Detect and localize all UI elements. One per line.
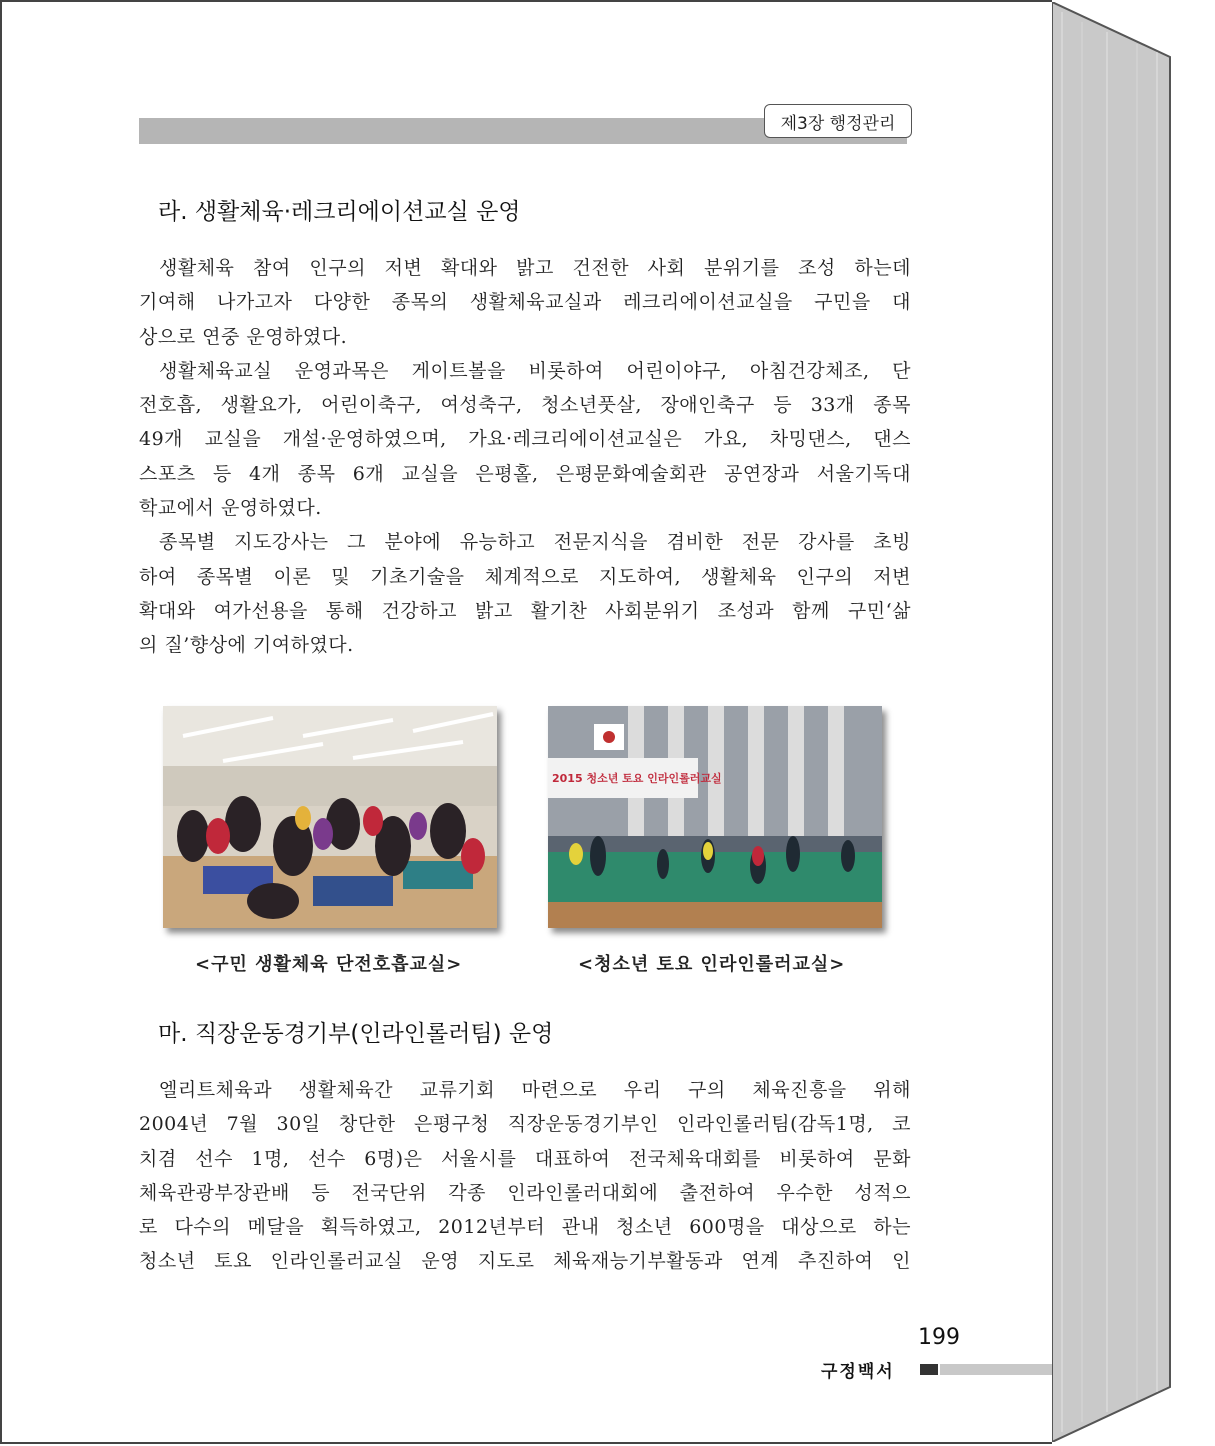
paragraph-line: 2004년 7월 30일 창단한 은평구청 직장운동경기부인 인라인롤러팀(감독1명, 코 xyxy=(139,1113,911,1136)
book-page-stack-edge xyxy=(1052,2,1172,1442)
caption-inline-roller-class: <청소년 토요 인라인롤러교실> xyxy=(578,954,846,975)
paragraph-line: 하여 종목별 이론 및 기초기술을 체계적으로 지도하여, 생활체육 인구의 저변 xyxy=(139,565,911,588)
paragraph-line: 로 다수의 메달을 획득하였고, 2012년부터 관내 청소년 600명을 대상으로 하는 xyxy=(139,1216,911,1239)
caption-breathing-class: <구민 생활체육 단전호흡교실> xyxy=(195,954,463,975)
section-ma-body xyxy=(139,1073,911,1279)
paragraph-line: 엘리트체육과 생활체육간 교류기회 마련으로 우리 구의 체육진흥을 위해 xyxy=(159,1079,911,1101)
paragraph-line: 체육관광부장관배 등 전국단위 각종 인라인롤러대회에 출전하여 우수한 성적으 xyxy=(139,1181,911,1204)
paragraph-line: 종목별 지도강사는 그 분야에 유능하고 전문지식을 겸비한 전문 강사를 초빙 xyxy=(159,531,911,554)
footer-bar-accent xyxy=(920,1364,938,1375)
footer-title: 구정백서 xyxy=(821,1362,895,1382)
paragraph-line: 생활체육교실 운영과목은 게이트볼을 비롯하여 어린이야구, 아침건강체조, 단 xyxy=(159,359,911,382)
banner-text: 2015 청소년 토요 인라인롤러교실 xyxy=(552,772,722,785)
page-number: 199 xyxy=(918,1325,960,1350)
paragraph-line: 확대와 여가선용을 통해 건강하고 밝고 활기찬 사회분위기 조성과 함께 구민‘삶 xyxy=(139,599,911,622)
paragraph-line: 전호흡, 생활요가, 어린이축구, 여성축구, 청소년풋살, 장애인축구 등 33개 종목 xyxy=(139,394,911,417)
paragraph-line: 49개 교실을 개설·운영하였으며, 가요·레크리에이션교실은 가요, 차밍댄스, 댄스 xyxy=(139,428,911,451)
paragraph-line: 상으로 연중 운영하였다. xyxy=(139,325,348,348)
section-heading-ma: 마. 직장운동경기부(인라인롤러팀) 운영 xyxy=(158,1021,554,1047)
paragraph-line: 청소년 토요 인라인롤러교실 운영 지도로 체육재능기부활동과 연계 추진하여 인 xyxy=(139,1250,911,1273)
section-ra-body xyxy=(139,251,911,663)
paragraph-line: 기여해 나가고자 다양한 종목의 생활체육교실과 레크리에이션교실을 구민을 대 xyxy=(139,291,911,314)
paragraph-line: 생활체육 참여 인구의 저변 확대와 밝고 건전한 사회 분위기를 조성 하는데 xyxy=(159,257,911,279)
paragraph-line: 학교에서 운영하였다. xyxy=(139,497,322,520)
footer-bar xyxy=(940,1364,1052,1375)
paragraph-line: 의 질’향상에 기여하였다. xyxy=(139,634,354,657)
section-heading-ra: 라. 생활체육·레크리에이션교실 운영 xyxy=(158,199,521,225)
paragraph-line: 스포츠 등 4개 종목 6개 교실을 은평홀, 은평문화예술회관 공연장과 서울기독대 xyxy=(139,462,911,485)
photo-breathing-class xyxy=(163,706,497,928)
chapter-label: 제3장 행정관리 xyxy=(764,104,912,138)
paragraph-line: 치겸 선수 1명, 선수 6명)은 서울시를 대표하여 전국체육대회를 비롯하여 문화 xyxy=(139,1147,911,1170)
photo-inline-roller-class xyxy=(548,706,882,928)
